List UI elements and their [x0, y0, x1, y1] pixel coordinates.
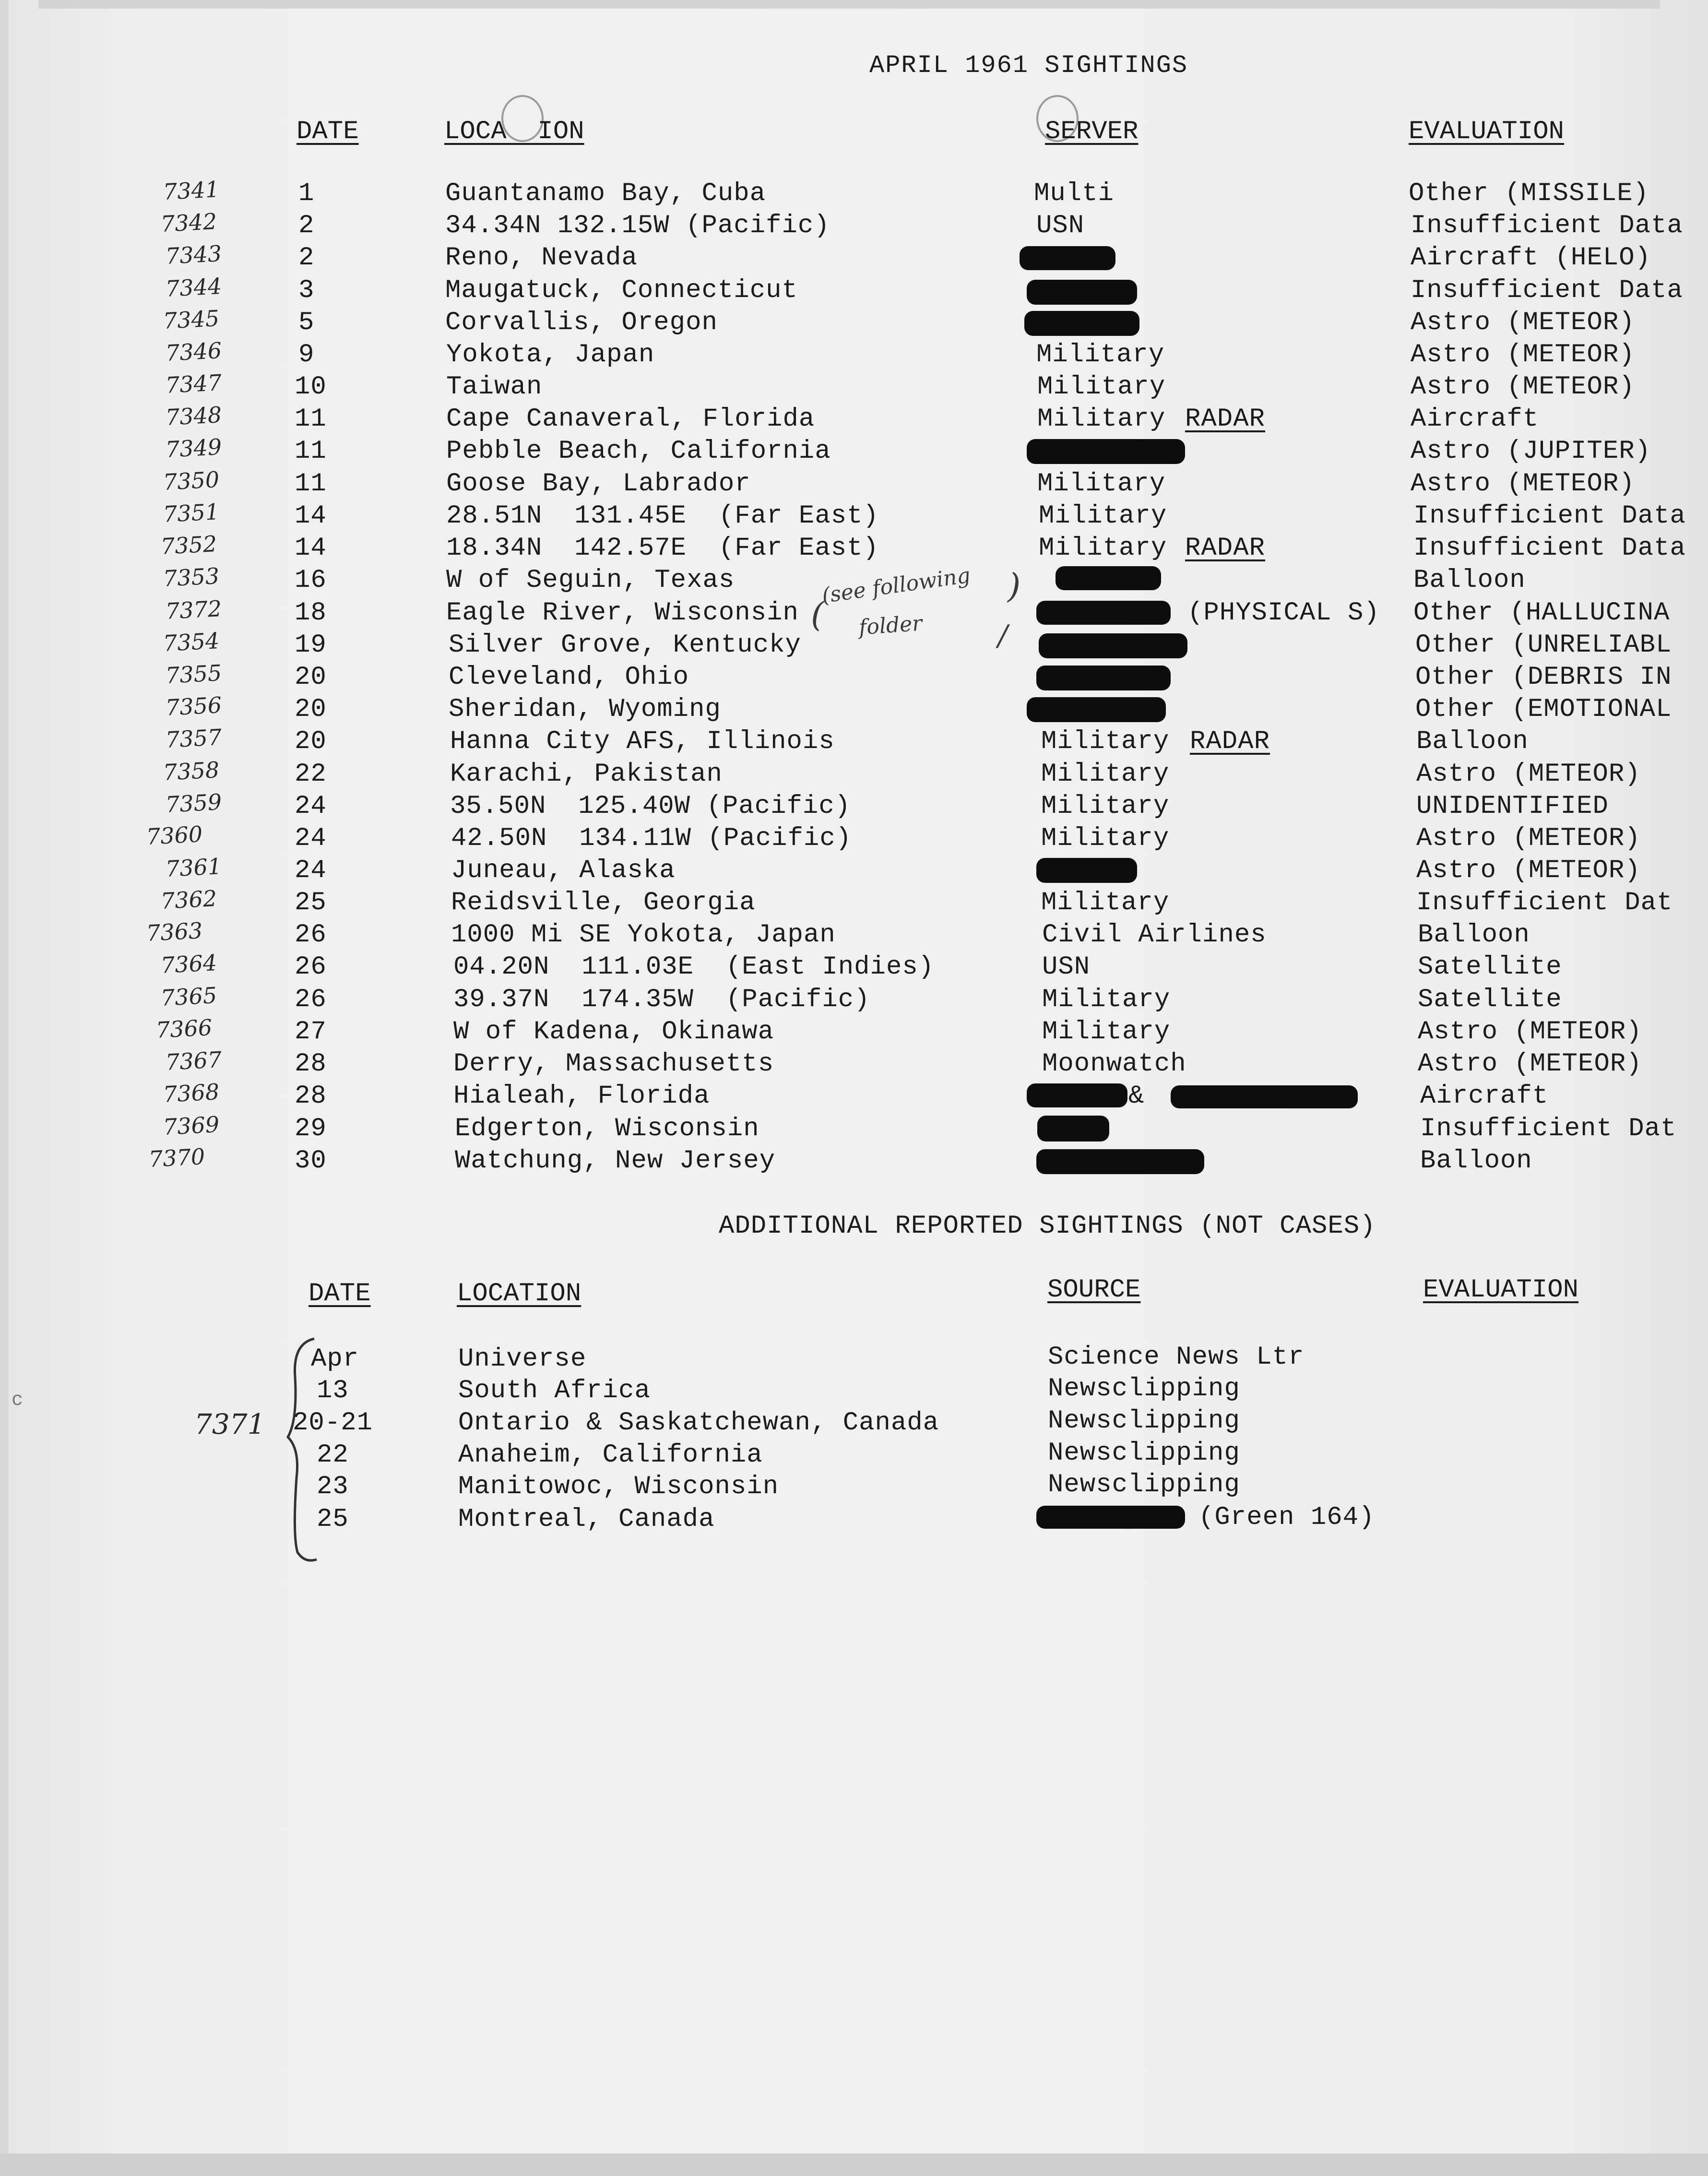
additional-date: 20-21 — [293, 1408, 373, 1438]
row-evaluation: Balloon — [1420, 1146, 1532, 1176]
case-number: 7366 — [155, 1014, 213, 1044]
additional-source: Science News Ltr — [1048, 1343, 1305, 1372]
radar-label: RADAR — [1185, 534, 1266, 563]
redaction-bar — [1027, 1083, 1127, 1107]
case-number: 7358 — [162, 756, 220, 786]
case-number: 7361 — [165, 853, 223, 882]
row-evaluation: Astro (METEOR) — [1411, 340, 1635, 369]
case-number: 7357 — [165, 724, 223, 753]
row-location: 04.20N 111.03E (East Indies) — [453, 952, 935, 982]
row-observer: Civil Airlines — [1042, 920, 1267, 950]
case-number: 7367 — [165, 1046, 223, 1076]
case-number: 7362 — [160, 885, 218, 915]
row-date: 29 — [295, 1114, 327, 1143]
row-date: 1 — [298, 179, 315, 208]
row-location: Cleveland, Ohio — [449, 663, 689, 692]
handwritten-bracket: ) — [1008, 566, 1021, 606]
case-number: 7359 — [165, 788, 223, 818]
row-date: 27 — [295, 1017, 327, 1046]
row-evaluation: Aircraft — [1411, 404, 1539, 434]
row-date: 20 — [295, 663, 327, 692]
row-date: 26 — [295, 920, 327, 950]
row-location: W of Seguin, Texas — [446, 566, 735, 595]
row-evaluation: Astro (METEOR) — [1418, 1017, 1642, 1046]
case-number: 7369 — [162, 1111, 220, 1141]
row-evaluation: Insufficient Dat — [1416, 888, 1673, 917]
case-number: 7364 — [160, 949, 218, 979]
scan-top-edge — [38, 0, 1660, 9]
redaction-bar — [1056, 566, 1161, 590]
row-evaluation: Other (MISSILE) — [1409, 179, 1649, 208]
row-date: 24 — [295, 792, 327, 821]
row-location: 28.51N 131.45E (Far East) — [446, 501, 879, 531]
additional-location: Universe — [458, 1344, 587, 1374]
handwritten-note: folder — [858, 611, 923, 640]
case-number: 7370 — [148, 1143, 206, 1173]
row-observer: Military — [1039, 534, 1167, 563]
additional-header-date: DATE — [308, 1279, 371, 1308]
row-evaluation: Astro (METEOR) — [1411, 469, 1635, 499]
row-location: 34.34N 132.15W (Pacific) — [445, 211, 830, 240]
row-location: Reno, Nevada — [445, 243, 638, 273]
handwritten-note: (see following — [820, 563, 972, 608]
row-evaluation: Satellite — [1418, 985, 1562, 1014]
row-observer: Military — [1036, 340, 1165, 369]
radar-label: RADAR — [1190, 727, 1270, 756]
row-evaluation: Insufficient Data — [1413, 534, 1686, 563]
case-number: 7354 — [162, 627, 220, 657]
redaction-bar — [1036, 601, 1171, 625]
row-location: Taiwan — [446, 372, 543, 402]
row-location: Cape Canaveral, Florida — [446, 404, 815, 434]
additional-date: 22 — [317, 1440, 349, 1470]
row-observer: USN — [1036, 211, 1085, 240]
row-location: 18.34N 142.57E (Far East) — [446, 534, 879, 563]
row-date: 18 — [295, 598, 327, 628]
case-number: 7355 — [165, 659, 223, 689]
redaction-bar — [1037, 1116, 1109, 1142]
additional-source: Newsclipping — [1048, 1439, 1240, 1468]
row-date: 28 — [295, 1082, 327, 1111]
redaction-bar — [1036, 858, 1137, 883]
row-evaluation: Astro (METEOR) — [1416, 856, 1641, 885]
row-location: Yokota, Japan — [446, 340, 655, 369]
handwritten-bracket: / — [998, 619, 1008, 653]
redaction-bar — [1036, 666, 1171, 690]
row-location: Eagle River, Wisconsin — [446, 598, 799, 628]
additional-source: (Green 164) — [1198, 1503, 1375, 1532]
header-evaluation: EVALUATION — [1409, 117, 1565, 146]
row-evaluation: Astro (METEOR) — [1411, 308, 1635, 337]
additional-title: ADDITIONAL REPORTED SIGHTINGS (NOT CASES) — [719, 1212, 1376, 1241]
row-date: 5 — [298, 308, 315, 337]
row-evaluation: Aircraft (HELO) — [1411, 243, 1651, 273]
redaction-bar — [1027, 697, 1166, 722]
row-evaluation: Aircraft — [1420, 1082, 1549, 1111]
row-date: 9 — [298, 340, 315, 369]
case-number: 7365 — [160, 982, 218, 1011]
redaction-bar — [1024, 311, 1139, 336]
row-observer: Military — [1037, 372, 1166, 402]
redaction-bar — [1036, 1506, 1185, 1529]
row-date: 26 — [295, 952, 327, 982]
redaction-bar — [1027, 280, 1137, 305]
row-date: 11 — [295, 437, 327, 466]
case-number: 7346 — [165, 337, 223, 367]
case-number: 7341 — [162, 176, 220, 205]
row-date: 25 — [295, 888, 327, 917]
row-observer-note: (PHYSICAL S) — [1187, 598, 1380, 628]
row-evaluation: UNIDENTIFIED — [1416, 792, 1609, 821]
row-date: 30 — [295, 1146, 327, 1176]
additional-location: Manitowoc, Wisconsin — [458, 1472, 779, 1501]
row-observer: Military — [1039, 501, 1167, 531]
row-date: 20 — [295, 727, 327, 756]
row-evaluation: Astro (METEOR) — [1411, 372, 1635, 402]
row-date: 3 — [298, 276, 315, 305]
row-evaluation: Astro (JUPITER) — [1411, 437, 1651, 466]
case-number: 7348 — [165, 401, 223, 431]
row-observer: Military — [1037, 404, 1166, 434]
additional-location: Anaheim, California — [458, 1440, 763, 1470]
case-number: 7363 — [145, 917, 203, 947]
case-number: 7349 — [165, 433, 223, 463]
row-location: 39.37N 174.35W (Pacific) — [453, 985, 870, 1014]
row-observer: Military — [1041, 824, 1170, 853]
case-number: 7350 — [162, 466, 220, 496]
row-evaluation: Other (DEBRIS IN — [1415, 663, 1672, 692]
row-date: 10 — [295, 372, 327, 402]
row-location: Juneau, Alaska — [451, 856, 676, 885]
radar-label: RADAR — [1185, 404, 1266, 434]
row-date: 14 — [295, 501, 327, 531]
row-location: 42.50N 134.11W (Pacific) — [451, 824, 852, 853]
handwritten-bracket: ( — [811, 595, 824, 634]
row-location: Silver Grove, Kentucky — [449, 630, 801, 660]
redaction-bar — [1171, 1085, 1358, 1108]
row-evaluation: Satellite — [1418, 952, 1562, 982]
row-evaluation: Astro (METEOR) — [1416, 760, 1641, 789]
row-evaluation: Other (EMOTIONAL — [1415, 695, 1672, 724]
case-number: 7351 — [162, 498, 220, 528]
row-location: Guantanamo Bay, Cuba — [445, 179, 766, 208]
row-evaluation: Insufficient Data — [1411, 276, 1683, 305]
additional-date: 25 — [317, 1505, 349, 1534]
case-number: 7360 — [145, 820, 203, 850]
row-location: Edgerton, Wisconsin — [455, 1114, 759, 1143]
row-location: Hanna City AFS, Illinois — [450, 727, 835, 756]
additional-header-location: LOCATION — [457, 1279, 581, 1308]
row-evaluation: Astro (METEOR) — [1418, 1049, 1642, 1079]
row-date: 20 — [295, 695, 327, 724]
row-date: 26 — [295, 985, 327, 1014]
page-title: APRIL 1961 SIGHTINGS — [869, 51, 1188, 80]
additional-header-source: SOURCE — [1047, 1275, 1141, 1305]
row-location: Sheridan, Wyoming — [449, 695, 721, 724]
row-evaluation: Insufficient Dat — [1420, 1114, 1677, 1143]
additional-header-evaluation: EVALUATION — [1423, 1275, 1579, 1305]
row-date: 24 — [295, 824, 327, 853]
row-date: 2 — [298, 211, 315, 240]
redaction-bar — [1036, 1149, 1204, 1174]
row-location: Goose Bay, Labrador — [446, 469, 751, 499]
row-evaluation: Astro (METEOR) — [1416, 824, 1641, 853]
row-observer: Multi — [1034, 179, 1115, 208]
additional-location: South Africa — [458, 1376, 651, 1405]
row-observer: Military — [1041, 727, 1170, 756]
row-observer: & — [1128, 1082, 1145, 1111]
case-number: 7356 — [165, 691, 223, 721]
additional-date: 13 — [317, 1376, 349, 1405]
row-location: Corvallis, Oregon — [445, 308, 718, 337]
row-date: 24 — [295, 856, 327, 885]
row-location: Hialeah, Florida — [453, 1082, 710, 1111]
header-date: DATE — [297, 117, 359, 146]
row-evaluation: Other (HALLUCINA — [1413, 598, 1670, 628]
row-observer: USN — [1042, 952, 1091, 982]
row-location: W of Kadena, Okinawa — [453, 1017, 774, 1046]
header-observer: SERVER — [1045, 117, 1139, 146]
scan-bottom-edge — [0, 2153, 1708, 2176]
case-number: 7342 — [160, 208, 218, 238]
row-location: 35.50N 125.40W (Pacific) — [450, 792, 851, 821]
redaction-bar — [1027, 439, 1185, 464]
row-date: 16 — [295, 566, 327, 595]
row-date: 2 — [298, 243, 315, 273]
additional-source: Newsclipping — [1048, 1374, 1240, 1403]
row-date: 19 — [295, 630, 327, 660]
row-location: Derry, Massachusetts — [453, 1049, 774, 1079]
row-date: 11 — [295, 469, 327, 499]
row-observer: Moonwatch — [1042, 1049, 1186, 1079]
case-number: 7344 — [165, 273, 223, 302]
row-observer: Military — [1041, 792, 1170, 821]
additional-source: Newsclipping — [1048, 1470, 1240, 1499]
case-number: 7353 — [162, 562, 220, 592]
row-location: Karachi, Pakistan — [450, 760, 723, 789]
row-observer: Military — [1041, 760, 1170, 789]
row-date: 14 — [295, 534, 327, 563]
header-location: LOCA ION — [444, 117, 584, 146]
row-evaluation: Other (UNRELIABL — [1415, 630, 1672, 660]
case-number: 7372 — [165, 595, 223, 625]
additional-location: Ontario & Saskatchewan, Canada — [458, 1408, 939, 1438]
additional-case-number: 7371 — [194, 1408, 265, 1440]
additional-date: 23 — [317, 1472, 349, 1501]
row-date: 22 — [295, 760, 327, 789]
margin-mark: c — [12, 1390, 24, 1411]
row-evaluation: Balloon — [1416, 727, 1529, 756]
row-location: 1000 Mi SE Yokota, Japan — [451, 920, 836, 950]
row-evaluation: Insufficient Data — [1411, 211, 1683, 240]
row-observer: Military — [1041, 888, 1170, 917]
case-number: 7347 — [165, 369, 223, 399]
row-observer: Military — [1042, 1017, 1171, 1046]
row-location: Watchung, New Jersey — [455, 1146, 776, 1176]
row-date: 11 — [295, 404, 327, 434]
row-evaluation: Balloon — [1418, 920, 1530, 950]
row-observer: Military — [1037, 469, 1166, 499]
row-evaluation: Insufficient Data — [1413, 501, 1686, 531]
additional-location: Montreal, Canada — [458, 1505, 715, 1534]
case-number: 7368 — [162, 1078, 220, 1108]
row-location: Maugatuck, Connecticut — [445, 276, 798, 305]
case-number: 7345 — [162, 305, 220, 334]
row-location: Pebble Beach, California — [446, 437, 831, 466]
row-evaluation: Balloon — [1413, 566, 1526, 595]
additional-source: Newsclipping — [1048, 1406, 1240, 1436]
additional-date: Apr — [311, 1344, 359, 1374]
redaction-bar — [1020, 246, 1115, 270]
row-location: Reidsville, Georgia — [451, 888, 756, 917]
case-number: 7352 — [160, 530, 218, 560]
case-number: 7343 — [165, 240, 223, 270]
redaction-bar — [1039, 633, 1187, 658]
row-observer: Military — [1042, 985, 1171, 1014]
row-date: 28 — [295, 1049, 327, 1079]
